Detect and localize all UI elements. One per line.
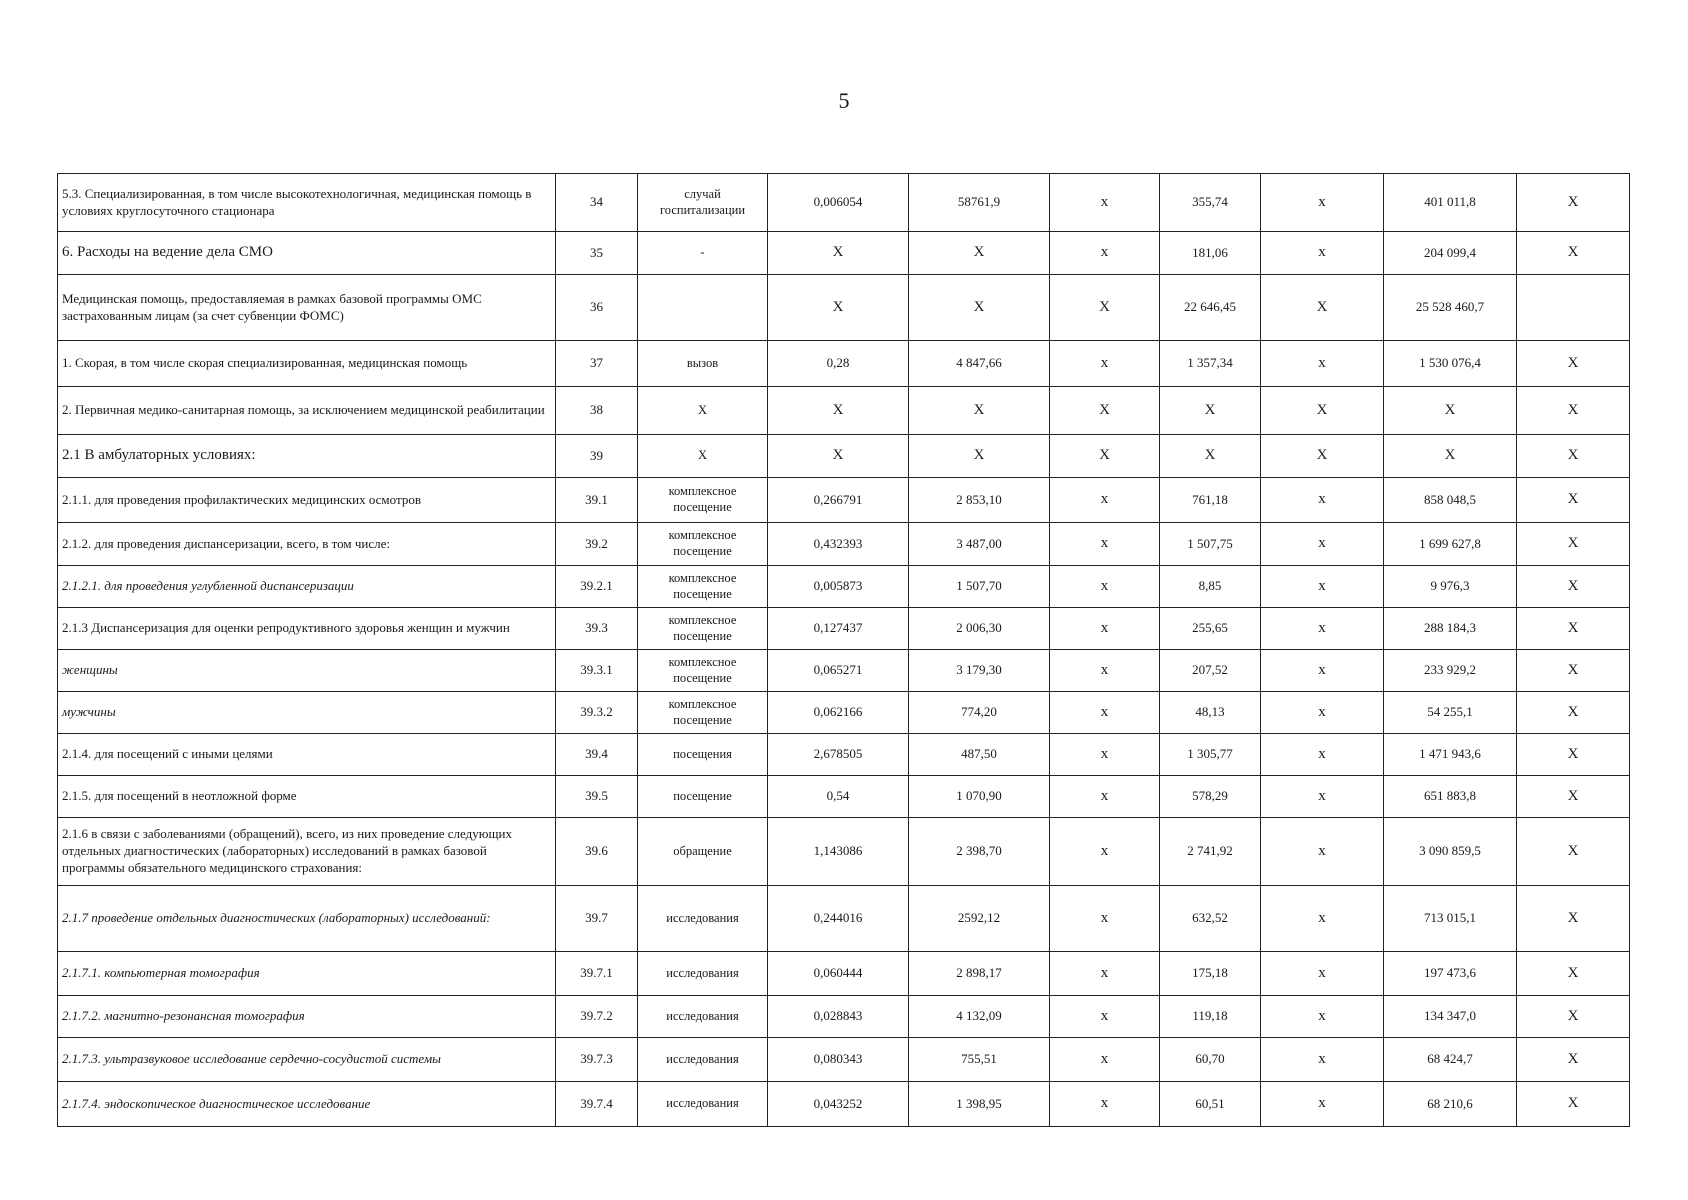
table-row (58, 478, 1630, 523)
cost-norm-cell: 2 398,70 (909, 818, 1050, 886)
cost-norm-cell: 1 398,95 (909, 1082, 1050, 1127)
cost-norm-cell: 1 070,90 (909, 776, 1050, 818)
financing-table (57, 173, 1630, 1127)
total-oms-cell: 54 255,1 (1384, 692, 1517, 734)
per-capita-budget-cell: х (1050, 1082, 1160, 1127)
percent-cell: Х (1517, 387, 1630, 435)
per-capita-oms-cell: 60,51 (1160, 1082, 1261, 1127)
volume-norm-cell: Х (768, 435, 909, 478)
per-capita-oms-cell: 2 741,92 (1160, 818, 1261, 886)
cost-norm-cell: 58761,9 (909, 174, 1050, 232)
indicator-name-cell: 2.1.6 в связи с заболеваниями (обращений), всего, из них проведение следующих отдельных диагностических (лабораторных) исследований в рамках базовой программы обязательного медицинского страхования: (58, 818, 556, 886)
volume-norm-cell: 0,028843 (768, 996, 909, 1038)
per-capita-budget-cell: х (1050, 886, 1160, 952)
volume-norm-cell: 0,244016 (768, 886, 909, 952)
total-budget-cell: х (1261, 692, 1384, 734)
row-number-cell: 39 (556, 435, 638, 478)
volume-norm-cell: 2,678505 (768, 734, 909, 776)
per-capita-budget-cell: х (1050, 692, 1160, 734)
per-capita-budget-cell: х (1050, 818, 1160, 886)
percent-cell: Х (1517, 692, 1630, 734)
total-oms-cell: 1 471 943,6 (1384, 734, 1517, 776)
per-capita-oms-cell: 22 646,45 (1160, 275, 1261, 341)
percent-cell: Х (1517, 566, 1630, 608)
cost-norm-cell: 3 487,00 (909, 523, 1050, 566)
total-oms-cell: 68 424,7 (1384, 1038, 1517, 1082)
per-capita-budget-cell: х (1050, 566, 1160, 608)
per-capita-budget-cell: х (1050, 232, 1160, 275)
row-number-cell: 35 (556, 232, 638, 275)
total-oms-cell: 651 883,8 (1384, 776, 1517, 818)
unit-of-measure-cell: комплексное посещение (638, 650, 768, 692)
indicator-name-cell: 1. Скорая, в том числе скорая специализированная, медицинская помощь (58, 341, 556, 387)
indicator-name-cell: 2.1.7.4. эндоскопическое диагностическое исследование (58, 1082, 556, 1127)
per-capita-budget-cell: х (1050, 952, 1160, 996)
indicator-name-cell: 2.1.1. для проведения профилактических медицинских осмотров (58, 478, 556, 523)
page-number: 5 (838, 88, 850, 113)
row-number-cell: 39.6 (556, 818, 638, 886)
row-number-cell: 39.5 (556, 776, 638, 818)
row-number-cell: 39.3 (556, 608, 638, 650)
indicator-name-cell: 2.1 В амбулаторных условиях: (58, 435, 556, 478)
row-number-cell: 39.7.1 (556, 952, 638, 996)
row-number-cell: 39.7.3 (556, 1038, 638, 1082)
cost-norm-cell: 2592,12 (909, 886, 1050, 952)
table-row (58, 818, 1630, 886)
table-row (58, 174, 1630, 232)
unit-of-measure-cell: комплексное посещение (638, 566, 768, 608)
total-budget-cell: х (1261, 996, 1384, 1038)
percent-cell: Х (1517, 1038, 1630, 1082)
cost-norm-cell: 4 132,09 (909, 996, 1050, 1038)
total-oms-cell: Х (1384, 435, 1517, 478)
indicator-name-cell: 2.1.2.1. для проведения углубленной диспансеризации (58, 566, 556, 608)
unit-of-measure-cell (638, 275, 768, 341)
total-budget-cell: х (1261, 734, 1384, 776)
row-number-cell: 39.3.1 (556, 650, 638, 692)
percent-cell: Х (1517, 341, 1630, 387)
total-oms-cell: 197 473,6 (1384, 952, 1517, 996)
volume-norm-cell: 0,080343 (768, 1038, 909, 1082)
per-capita-oms-cell: 60,70 (1160, 1038, 1261, 1082)
percent-cell: Х (1517, 886, 1630, 952)
table-row (58, 776, 1630, 818)
volume-norm-cell: Х (768, 275, 909, 341)
per-capita-budget-cell: Х (1050, 435, 1160, 478)
unit-of-measure-cell: комплексное посещение (638, 523, 768, 566)
indicator-name-cell: мужчины (58, 692, 556, 734)
table-row (58, 275, 1630, 341)
per-capita-oms-cell: 1 357,34 (1160, 341, 1261, 387)
row-number-cell: 37 (556, 341, 638, 387)
cost-norm-cell: 2 853,10 (909, 478, 1050, 523)
cost-norm-cell: Х (909, 435, 1050, 478)
indicator-name-cell: 5.3. Специализированная, в том числе высокотехнологичная, медицинская помощь в условиях круглосуточного стационара (58, 174, 556, 232)
row-number-cell: 36 (556, 275, 638, 341)
unit-of-measure-cell: - (638, 232, 768, 275)
percent-cell: Х (1517, 523, 1630, 566)
total-budget-cell: х (1261, 523, 1384, 566)
cost-norm-cell: 755,51 (909, 1038, 1050, 1082)
total-oms-cell: 1 699 627,8 (1384, 523, 1517, 566)
table-row (58, 1038, 1630, 1082)
volume-norm-cell: 0,060444 (768, 952, 909, 996)
percent-cell: Х (1517, 232, 1630, 275)
per-capita-budget-cell: х (1050, 650, 1160, 692)
unit-of-measure-cell: комплексное посещение (638, 478, 768, 523)
unit-of-measure-cell: исследования (638, 1082, 768, 1127)
volume-norm-cell: 0,266791 (768, 478, 909, 523)
table-row (58, 341, 1630, 387)
total-budget-cell: х (1261, 608, 1384, 650)
total-oms-cell: 1 530 076,4 (1384, 341, 1517, 387)
per-capita-budget-cell: х (1050, 734, 1160, 776)
percent-cell: Х (1517, 734, 1630, 776)
per-capita-oms-cell: 1 507,75 (1160, 523, 1261, 566)
indicator-name-cell: 2. Первичная медико-санитарная помощь, за исключением медицинской реабилитации (58, 387, 556, 435)
total-budget-cell: х (1261, 886, 1384, 952)
per-capita-oms-cell: Х (1160, 387, 1261, 435)
table-row (58, 952, 1630, 996)
volume-norm-cell: Х (768, 387, 909, 435)
unit-of-measure-cell: посещения (638, 734, 768, 776)
total-budget-cell: Х (1261, 435, 1384, 478)
per-capita-budget-cell: х (1050, 1038, 1160, 1082)
unit-of-measure-cell: посещение (638, 776, 768, 818)
percent-cell: Х (1517, 776, 1630, 818)
volume-norm-cell: 0,043252 (768, 1082, 909, 1127)
cost-norm-cell: 3 179,30 (909, 650, 1050, 692)
row-number-cell: 39.7 (556, 886, 638, 952)
percent-cell (1517, 275, 1630, 341)
per-capita-oms-cell: 255,65 (1160, 608, 1261, 650)
per-capita-oms-cell: 8,85 (1160, 566, 1261, 608)
cost-norm-cell: 1 507,70 (909, 566, 1050, 608)
indicator-name-cell: 2.1.4. для посещений с иными целями (58, 734, 556, 776)
volume-norm-cell: 0,127437 (768, 608, 909, 650)
per-capita-budget-cell: х (1050, 523, 1160, 566)
unit-of-measure-cell: комплексное посещение (638, 692, 768, 734)
total-budget-cell: х (1261, 650, 1384, 692)
volume-norm-cell: 1,143086 (768, 818, 909, 886)
row-number-cell: 34 (556, 174, 638, 232)
per-capita-oms-cell: 48,13 (1160, 692, 1261, 734)
table-row (58, 734, 1630, 776)
unit-of-measure-cell: Х (638, 387, 768, 435)
per-capita-oms-cell: 207,52 (1160, 650, 1261, 692)
per-capita-budget-cell: х (1050, 478, 1160, 523)
cost-norm-cell: 2 006,30 (909, 608, 1050, 650)
total-oms-cell: 68 210,6 (1384, 1082, 1517, 1127)
volume-norm-cell: Х (768, 232, 909, 275)
percent-cell: Х (1517, 174, 1630, 232)
per-capita-budget-cell: х (1050, 776, 1160, 818)
percent-cell: Х (1517, 1082, 1630, 1127)
unit-of-measure-cell: комплексное посещение (638, 608, 768, 650)
per-capita-oms-cell: 632,52 (1160, 886, 1261, 952)
per-capita-oms-cell: 355,74 (1160, 174, 1261, 232)
table-row (58, 387, 1630, 435)
table-row (58, 435, 1630, 478)
cost-norm-cell: Х (909, 275, 1050, 341)
volume-norm-cell: 0,28 (768, 341, 909, 387)
row-number-cell: 39.4 (556, 734, 638, 776)
unit-of-measure-cell: вызов (638, 341, 768, 387)
row-number-cell: 39.7.4 (556, 1082, 638, 1127)
cost-norm-cell: Х (909, 232, 1050, 275)
indicator-name-cell: Медицинская помощь, предоставляемая в рамках базовой программы ОМС застрахованным лицам (за счет субвенции ФОМС) (58, 275, 556, 341)
volume-norm-cell: 0,062166 (768, 692, 909, 734)
row-number-cell: 39.7.2 (556, 996, 638, 1038)
row-number-cell: 39.1 (556, 478, 638, 523)
unit-of-measure-cell: исследования (638, 886, 768, 952)
per-capita-budget-cell: х (1050, 174, 1160, 232)
total-budget-cell: х (1261, 174, 1384, 232)
indicator-name-cell: 2.1.2. для проведения диспансеризации, всего, в том числе: (58, 523, 556, 566)
unit-of-measure-cell: исследования (638, 996, 768, 1038)
row-number-cell: 38 (556, 387, 638, 435)
cost-norm-cell: Х (909, 387, 1050, 435)
unit-of-measure-cell: обращение (638, 818, 768, 886)
percent-cell: Х (1517, 478, 1630, 523)
total-budget-cell: х (1261, 478, 1384, 523)
total-budget-cell: х (1261, 232, 1384, 275)
total-oms-cell: 9 976,3 (1384, 566, 1517, 608)
per-capita-oms-cell: Х (1160, 435, 1261, 478)
total-oms-cell: 288 184,3 (1384, 608, 1517, 650)
total-oms-cell: 3 090 859,5 (1384, 818, 1517, 886)
indicator-name-cell: 2.1.3 Диспансеризация для оценки репродуктивного здоровья женщин и мужчин (58, 608, 556, 650)
table-row (58, 650, 1630, 692)
table-row (58, 232, 1630, 275)
total-oms-cell: 134 347,0 (1384, 996, 1517, 1038)
unit-of-measure-cell: исследования (638, 952, 768, 996)
total-budget-cell: х (1261, 818, 1384, 886)
total-oms-cell: Х (1384, 387, 1517, 435)
table-row (58, 523, 1630, 566)
per-capita-oms-cell: 578,29 (1160, 776, 1261, 818)
table-row (58, 996, 1630, 1038)
row-number-cell: 39.3.2 (556, 692, 638, 734)
indicator-name-cell: 2.1.7.1. компьютерная томография (58, 952, 556, 996)
per-capita-budget-cell: Х (1050, 275, 1160, 341)
per-capita-oms-cell: 119,18 (1160, 996, 1261, 1038)
total-budget-cell: х (1261, 566, 1384, 608)
total-oms-cell: 204 099,4 (1384, 232, 1517, 275)
indicator-name-cell: 6. Расходы на ведение дела СМО (58, 232, 556, 275)
total-oms-cell: 401 011,8 (1384, 174, 1517, 232)
cost-norm-cell: 487,50 (909, 734, 1050, 776)
indicator-name-cell: 2.1.7.3. ультразвуковое исследование сердечно-сосудистой системы (58, 1038, 556, 1082)
percent-cell: Х (1517, 996, 1630, 1038)
total-budget-cell: х (1261, 776, 1384, 818)
per-capita-budget-cell: х (1050, 996, 1160, 1038)
unit-of-measure-cell: Х (638, 435, 768, 478)
unit-of-measure-cell: исследования (638, 1038, 768, 1082)
volume-norm-cell: 0,005873 (768, 566, 909, 608)
total-oms-cell: 233 929,2 (1384, 650, 1517, 692)
total-budget-cell: х (1261, 1082, 1384, 1127)
total-oms-cell: 713 015,1 (1384, 886, 1517, 952)
per-capita-oms-cell: 761,18 (1160, 478, 1261, 523)
total-budget-cell: Х (1261, 387, 1384, 435)
total-budget-cell: х (1261, 952, 1384, 996)
volume-norm-cell: 0,065271 (768, 650, 909, 692)
per-capita-budget-cell: х (1050, 341, 1160, 387)
total-oms-cell: 858 048,5 (1384, 478, 1517, 523)
cost-norm-cell: 774,20 (909, 692, 1050, 734)
row-number-cell: 39.2 (556, 523, 638, 566)
unit-of-measure-cell: случай госпитализации (638, 174, 768, 232)
table-row (58, 886, 1630, 952)
indicator-name-cell: женщины (58, 650, 556, 692)
table-row (58, 1082, 1630, 1127)
indicator-name-cell: 2.1.7.2. магнитно-резонансная томография (58, 996, 556, 1038)
percent-cell: Х (1517, 952, 1630, 996)
cost-norm-cell: 2 898,17 (909, 952, 1050, 996)
table-row (58, 692, 1630, 734)
percent-cell: Х (1517, 818, 1630, 886)
volume-norm-cell: 0,432393 (768, 523, 909, 566)
per-capita-budget-cell: Х (1050, 387, 1160, 435)
per-capita-oms-cell: 181,06 (1160, 232, 1261, 275)
per-capita-oms-cell: 1 305,77 (1160, 734, 1261, 776)
total-oms-cell: 25 528 460,7 (1384, 275, 1517, 341)
per-capita-budget-cell: х (1050, 608, 1160, 650)
total-budget-cell: Х (1261, 275, 1384, 341)
total-budget-cell: х (1261, 341, 1384, 387)
per-capita-oms-cell: 175,18 (1160, 952, 1261, 996)
indicator-name-cell: 2.1.5. для посещений в неотложной форме (58, 776, 556, 818)
percent-cell: Х (1517, 435, 1630, 478)
table-row (58, 608, 1630, 650)
table-row (58, 566, 1630, 608)
volume-norm-cell: 0,006054 (768, 174, 909, 232)
percent-cell: Х (1517, 608, 1630, 650)
total-budget-cell: х (1261, 1038, 1384, 1082)
row-number-cell: 39.2.1 (556, 566, 638, 608)
indicator-name-cell: 2.1.7 проведение отдельных диагностических (лабораторных) исследований: (58, 886, 556, 952)
volume-norm-cell: 0,54 (768, 776, 909, 818)
cost-norm-cell: 4 847,66 (909, 341, 1050, 387)
percent-cell: Х (1517, 650, 1630, 692)
